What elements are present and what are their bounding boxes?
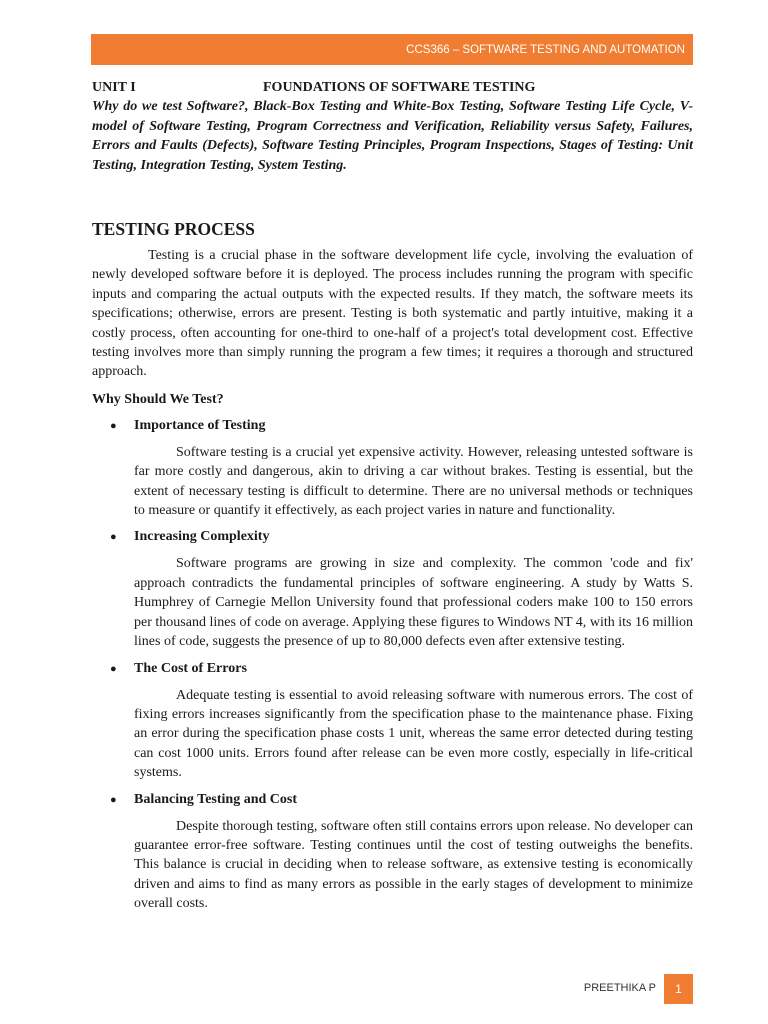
bullet-heading-text: The Cost of Errors [134,660,247,676]
bullet-icon: ● [110,662,117,675]
bullet-heading-text: Increasing Complexity [134,529,270,545]
bullet-heading-text: Balancing Testing and Cost [134,791,297,807]
page-content [92,80,693,923]
bullet-heading [92,529,693,545]
bullet-icon: ● [110,793,117,806]
header-bar [91,34,693,65]
author-name: PREETHIKA P [583,982,656,994]
bullet-paragraph: Despite thorough testing, software often still contains errors upon release. No developer can guarantee error-free software. Testing continues until the cost of testing outweighs the benefits. This balance is crucial in deciding when to release software, as extensive testing is economically driven and aims to find as many errors as possible in the early stages of development to minimize overall costs. [134,818,693,912]
page-footer [0,974,768,1004]
bullet-heading-text: Importance of Testing [134,417,266,433]
syllabus-topics: Why do we test Software?, Black-Box Testing and White-Box Testing, Software Testing Life Cycle, V-model of Software Testing, Program Correctness and Verification, Reliability versus Safety, Failures, Errors and Faults (Defects), Software Testing Principles, Program Inspections, Stages of Testing: Unit Testing, Integration Testing, System Testing. [92,99,693,173]
course-title: CCS366 – SOFTWARE TESTING AND AUTOMATION [406,43,685,56]
subheading: Why Should We Test? [92,391,224,407]
unit-title: FOUNDATIONS OF SOFTWARE TESTING [263,80,536,95]
bullet-icon: ● [110,419,117,432]
intro-paragraph: Testing is a crucial phase in the software development life cycle, involving the evaluation of newly developed software before it is deployed. The process includes running the program with specific inputs and comparing the actual outputs with the expected results. If they match, the software meets its specifications; otherwise, errors are present. Testing is both systematic and partly intuitive, making it a costly process, often accounting for one-third to one-half of a project's total development cost. Effective testing involves more than simply running the program a few times; it requires a thorough and structured approach. [92,248,693,380]
unit-heading [92,80,693,96]
bullet-paragraph: Software testing is a crucial yet expensive activity. However, releasing untested software is far more costly and dangerous, akin to driving a car without brakes. Testing is essential, but the extent of necessary testing is difficult to determine. There are no universal methods or techniques to measure or quantify it effectively, as each project varies in nature and functionality. [134,444,693,519]
bullet-heading [92,792,693,808]
page-number: 1 [664,974,693,1004]
bullet-paragraph: Adequate testing is essential to avoid releasing software with numerous errors. The cost of fixing errors increases significantly from the specification phase to the maintenance phase. Fixing an error during the specification phase costs 1 unit, whereas the same error detected during testing can cost 1000 units. Errors found after release can be even more costly, especially in life-critical systems. [134,687,693,781]
section-title: TESTING PROCESS [92,219,255,239]
bullet-icon: ● [110,531,117,544]
bullet-paragraph: Software programs are growing in size and complexity. The common 'code and fix' approach contradicts the fundamental principles of software engineering. A study by Watts S. Humphrey of Carnegie Mellon University found that professional coders make 100 to 150 errors per thousand lines of code on average. Applying these figures to Windows NT 4, with its 16 million lines of code, suggests the presence of up to 80,000 defects even after extensive testing. [134,556,693,650]
bullet-heading [92,418,693,434]
bullet-heading [92,661,693,677]
unit-label: UNIT I [92,80,136,95]
